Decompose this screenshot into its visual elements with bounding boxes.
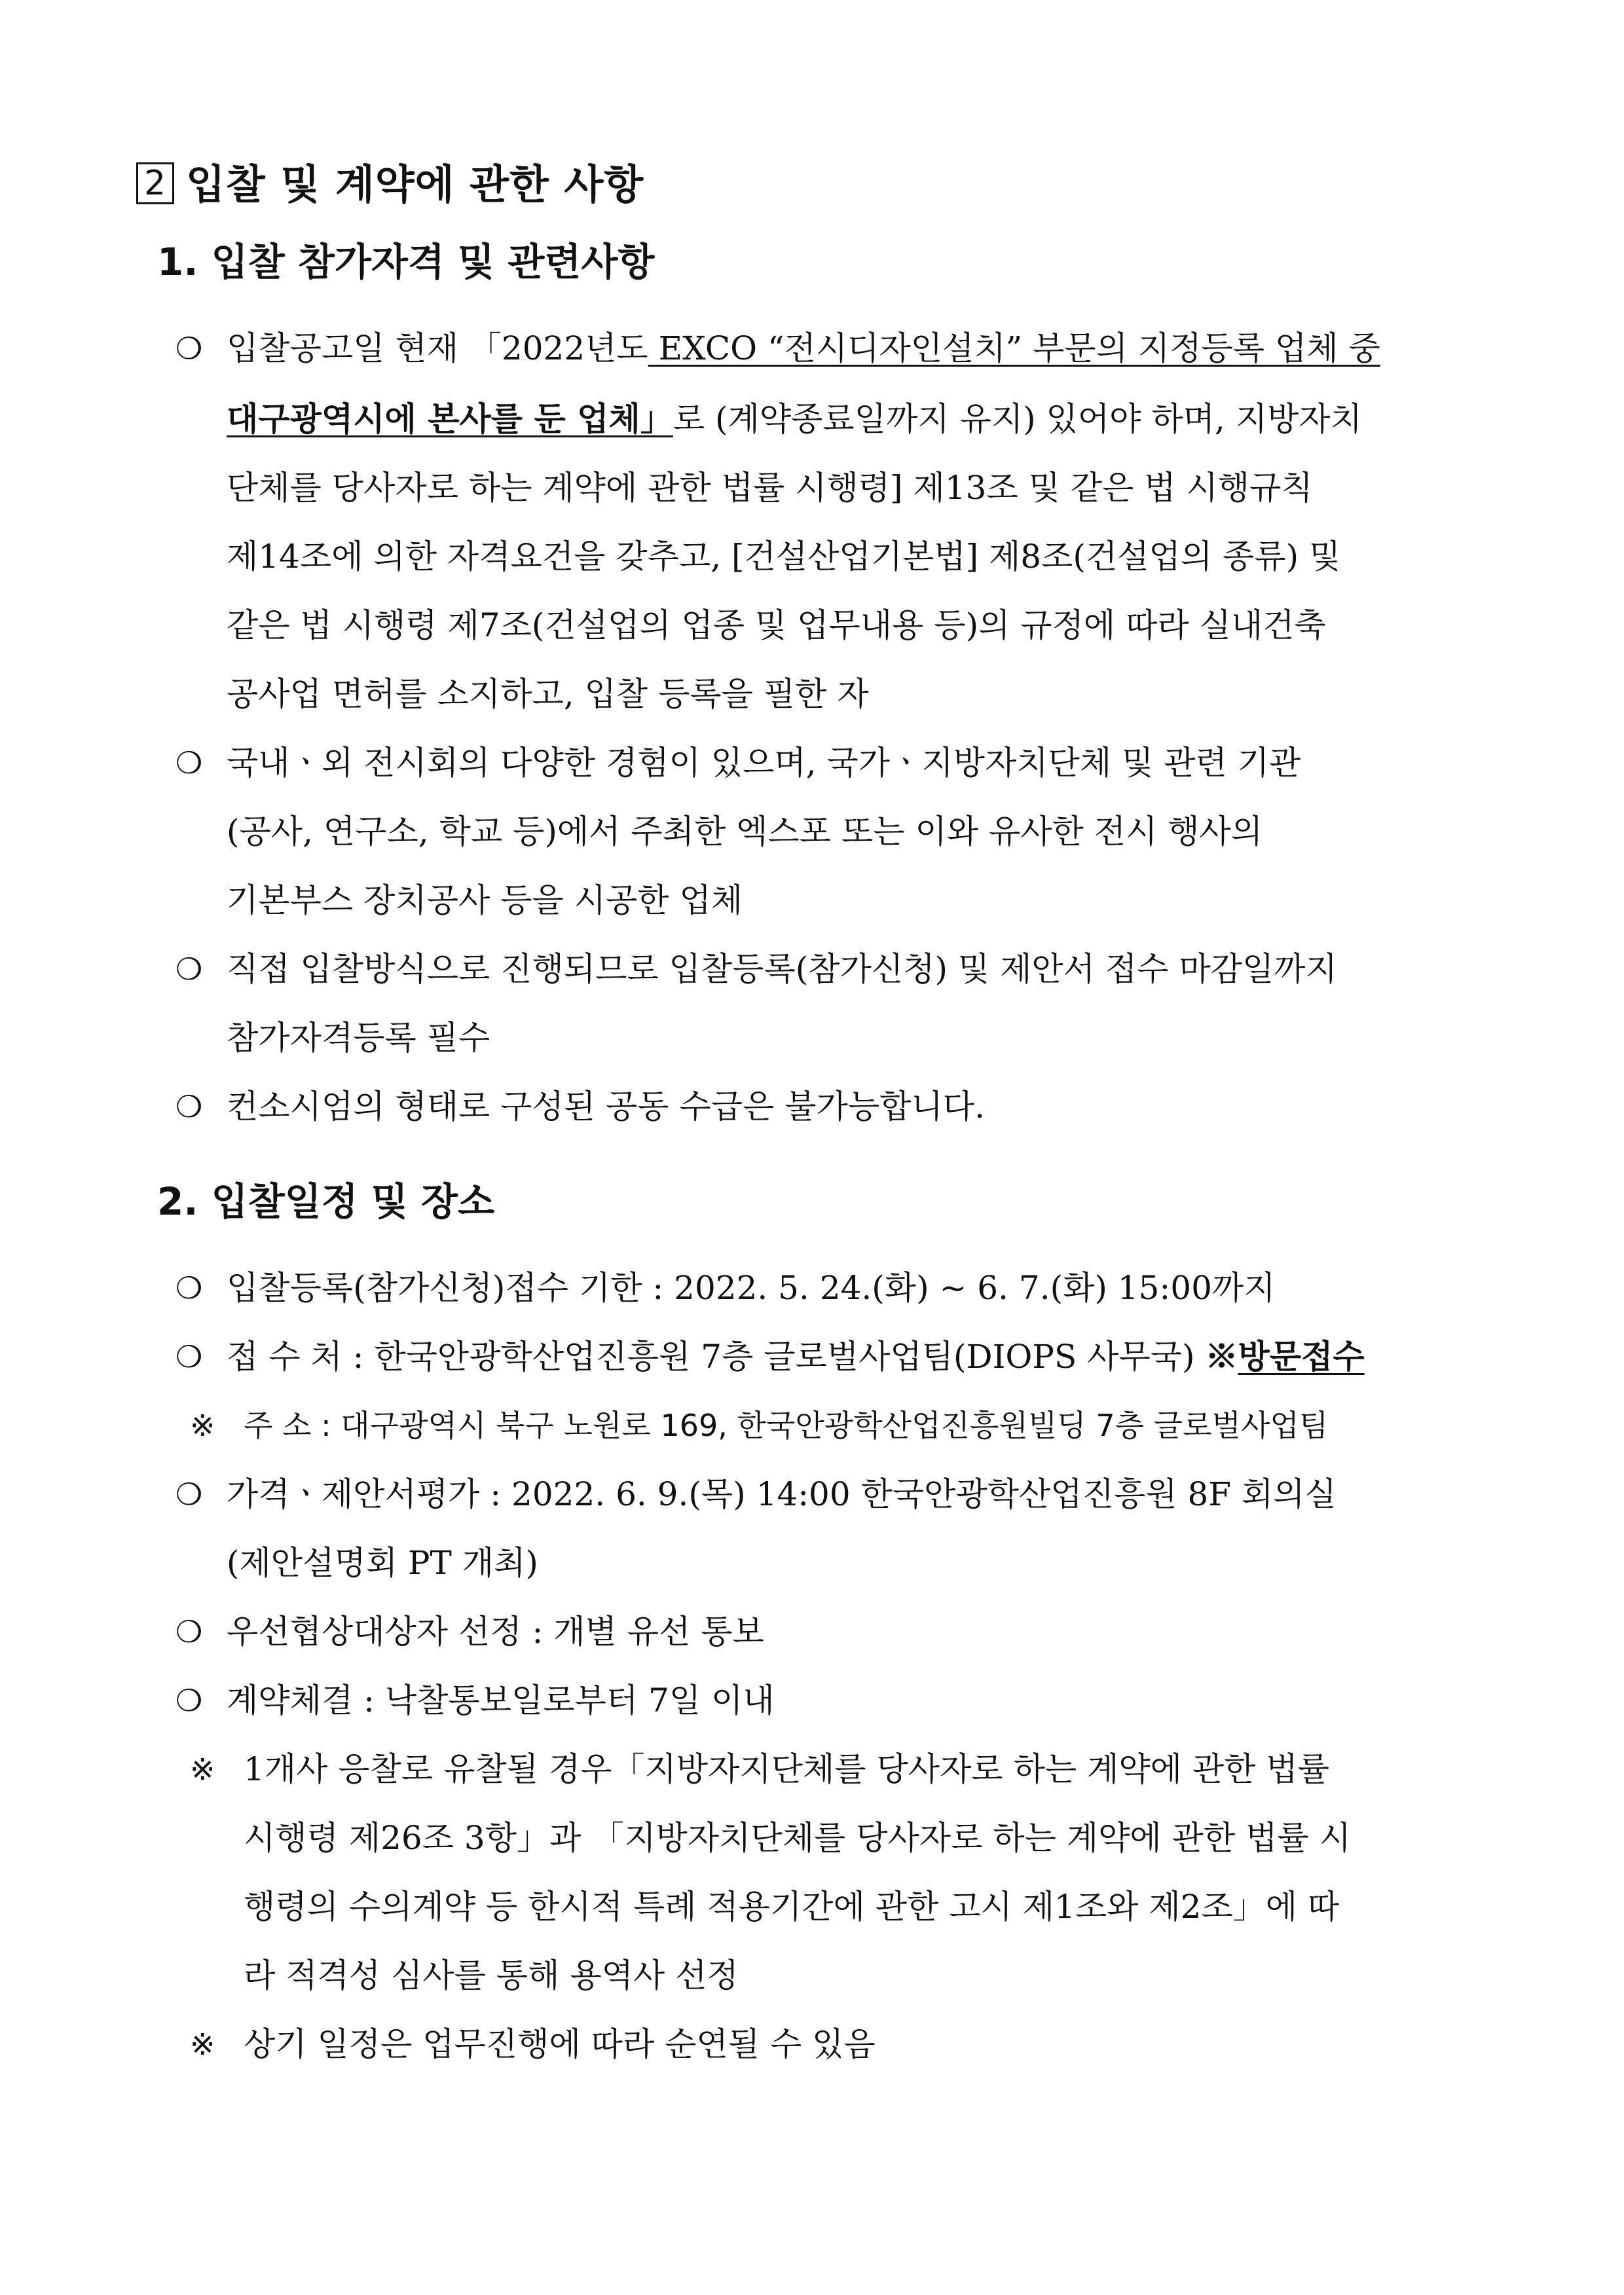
qualification-item-1-line-4: 제14조에 의한 자격요건을 갖추고, [건설산업기본법] 제8조(건설업의 종류) 및 bbox=[227, 538, 1341, 576]
qualification-item-4-line-1: 컨소시엄의 형태로 구성된 공동 수급은 불가능합니다. bbox=[227, 1088, 985, 1126]
qualification-item-3-line-1: 직접 입찰방식으로 진행되므로 입찰등록(참가신청) 및 제안서 접수 마감일까지 bbox=[227, 950, 1337, 988]
note-1-line-2: 시행령 제26조 3항」과 「지방자치단체를 당사자로 하는 계약에 관한 법률 시 bbox=[244, 1819, 1351, 1857]
schedule-evaluation-line-1: 가격ㆍ제안서평가 : 2022. 6. 9.(목) 14:00 한국안광학산업진흥원 8F 회의실 bbox=[227, 1475, 1337, 1513]
bullet-icon: ❍ bbox=[175, 1477, 203, 1512]
note-1-line-1: 1개사 응찰로 유찰될 경우「지방자지단체를 당사자로 하는 계약에 관한 법률 bbox=[244, 1750, 1329, 1788]
bullet-icon: ❍ bbox=[175, 745, 203, 780]
qualification-item-1-line-2: 대구광역시에 본사를 둔 업체」로 (계약종료일까지 유지) 있어야 하며, 지방자치 bbox=[227, 399, 1362, 438]
section-heading bbox=[136, 156, 644, 213]
schedule-registration: 입찰등록(참가신청)접수 기한 : 2022. 5. 24.(화) ~ 6. 7.(화) 15:00까지 bbox=[227, 1269, 1276, 1307]
bullet-icon: ❍ bbox=[175, 1683, 203, 1718]
bullet-icon: ❍ bbox=[175, 1339, 203, 1374]
qualification-item-3-line-2: 참가자격등록 필수 bbox=[227, 1019, 490, 1057]
bullet-icon: ❍ bbox=[175, 1614, 203, 1649]
schedule-preferred-bidder: 우선협상대상자 선정 : 개별 유선 통보 bbox=[227, 1613, 764, 1651]
reference-mark-icon: ※ bbox=[190, 1752, 215, 1787]
subsection-heading-qualification: 1. 입찰 참가자격 및 관련사항 bbox=[157, 240, 655, 284]
qualification-item-2-line-2: (공사, 연구소, 학교 등)에서 주최한 엑스포 또는 이와 유사한 전시 행사의 bbox=[227, 813, 1263, 851]
schedule-contract: 계약체결 : 낙찰통보일로부터 7일 이내 bbox=[227, 1681, 775, 1719]
reference-mark-icon: ※ bbox=[190, 1408, 215, 1443]
subsection-heading-schedule: 2. 입찰일정 및 장소 bbox=[157, 1179, 495, 1224]
qualification-item-1-line-6: 공사업 면허를 소지하고, 입찰 등록을 필한 자 bbox=[227, 675, 869, 713]
qualification-item-2-line-1: 국내ㆍ외 전시회의 다양한 경험이 있으며, 국가ㆍ지방자치단체 및 관련 기관 bbox=[227, 744, 1301, 782]
reference-mark-icon: ※ bbox=[190, 2027, 215, 2062]
schedule-reception: 접 수 처 : 한국안광학산업진흥원 7층 글로벌사업팀(DIOPS 사무국) ※방문접수 bbox=[227, 1337, 1365, 1376]
schedule-address: 주 소 : 대구광역시 북구 노원로 169, 한국안광학산업진흥원빌딩 7층 글로벌사업팀 bbox=[244, 1408, 1329, 1443]
section-title: 입찰 및 계약에 관한 사항 bbox=[186, 160, 644, 208]
qualification-item-1-line-1: 입찰공고일 현재 「2022년도 EXCO “전시디자인설치” 부문의 지정등록 업체 중 bbox=[227, 329, 1380, 367]
note-2: 상기 일정은 업무진행에 따라 순연될 수 있음 bbox=[244, 2025, 876, 2063]
note-1-line-4: 라 적격성 심사를 통해 용역사 선정 bbox=[244, 1956, 739, 1994]
bullet-icon: ❍ bbox=[175, 1270, 203, 1306]
qualification-item-2-line-3: 기본부스 장치공사 등을 시공한 업체 bbox=[227, 881, 743, 919]
schedule-evaluation-line-2: (제안설명회 PT 개최) bbox=[227, 1544, 538, 1582]
bullet-icon: ❍ bbox=[175, 1089, 203, 1124]
bullet-icon: ❍ bbox=[175, 951, 203, 987]
note-1-line-3: 행령의 수의계약 등 한시적 특례 적용기간에 관한 고시 제1조와 제2조」에 따 bbox=[244, 1888, 1340, 1926]
qualification-item-1-line-3: 단체를 당사자로 하는 계약에 관한 법률 시행령] 제13조 및 같은 법 시행규칙 bbox=[227, 469, 1313, 507]
bullet-icon: ❍ bbox=[175, 331, 203, 366]
qualification-item-1-line-5: 같은 법 시행령 제7조(건설업의 업종 및 업무내용 등)의 규정에 따라 실내건축 bbox=[227, 606, 1326, 644]
section-number-box: 2 bbox=[136, 162, 174, 204]
